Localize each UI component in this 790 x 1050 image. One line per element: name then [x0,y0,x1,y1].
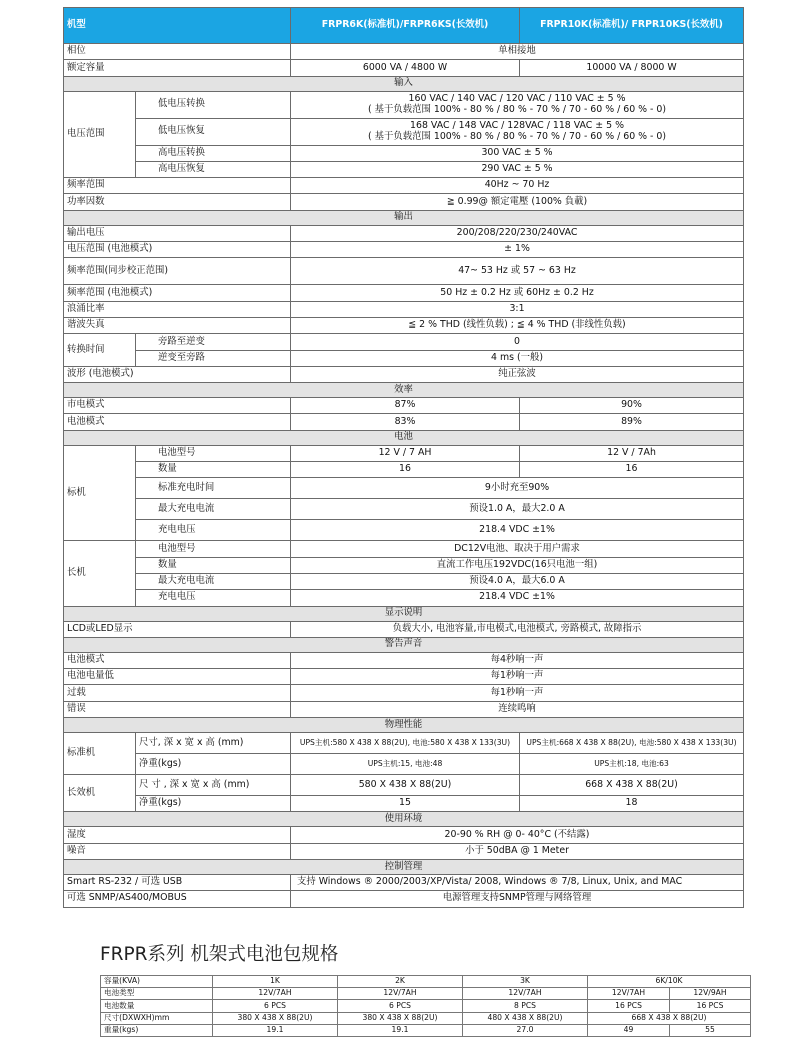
value-line: ( 基于负载范围 100% - 80 % / 80 % - 70 % / 70 - 60 % / 60 % - 0) [367,103,667,115]
table-row [64,118,744,145]
row-value: 50 Hz ± 0.2 Hz 或 60Hz ± 0.2 Hz [291,285,744,301]
table-row [64,843,744,859]
table-row [64,685,744,701]
row-label: 电池模式 [64,414,291,430]
table-cell: 668 X 438 X 88(2U) [588,1012,751,1024]
row-label: 频率范围 (电池模式) [64,285,291,301]
row-label: 电池模式 [64,652,291,668]
row-value: 12 V / 7 AH [291,445,520,461]
row-value: 9小时充至90% [291,478,744,499]
row-value: 83% [291,414,520,430]
model-6k: FRPR6K(标准机)/FRPR6KS(长效机) [291,8,520,44]
section-header [64,718,744,733]
row-value: 支持 Windows ® 2000/2003/XP/Vista/ 2008, Windows ® 7/8, Linux, Unix, and MAC [291,874,744,890]
table-cell: 8 PCS [463,1000,588,1012]
row-value: UPS主机:18, 电池:63 [520,754,744,775]
column-header: 3K [463,976,588,988]
row-label: 低电压转换 [136,91,291,118]
table-row [64,701,744,717]
row-label: 电池数量 [101,1000,213,1012]
row-value [291,91,744,118]
value-line: 160 VAC / 140 VAC / 120 VAC / 110 VAC ± 5 % [408,92,626,104]
group-label: 长机 [64,541,136,606]
row-value: 6000 VA / 4800 W [291,60,520,76]
table-row [64,499,744,520]
table-row [64,60,744,76]
table-row [101,988,751,1000]
row-label: 输出电压 [64,225,291,241]
row-value: 290 VAC ± 5 % [291,161,744,177]
section-title: 使用环境 [64,812,744,827]
row-value: 10000 VA / 8000 W [520,60,744,76]
row-label: 波形 (电池模式) [64,366,291,382]
row-label: 电压范围 (电池模式) [64,242,291,258]
row-value: UPS主机:15, 电池:48 [291,754,520,775]
row-label: 电池类型 [101,988,213,1000]
group-label: 转换时间 [64,334,136,367]
table-row [101,1000,751,1012]
row-value: 负载大小, 电池容量,市电模式,电池模式, 旁路模式, 故障指示 [291,621,744,637]
table-row [64,590,744,606]
row-label: 旁路至逆变 [136,334,291,350]
row-label: 频率范围(同步校正范围) [64,258,291,285]
table-row [64,225,744,241]
row-value: 单相接地 [291,44,744,60]
table-cell: 6 PCS [213,1000,338,1012]
table-row [64,573,744,589]
table-row [64,317,744,333]
row-label: 最大充电电流 [136,573,291,589]
row-value: ≧ 0.99@ 額定電壓 (100% 負載) [291,194,744,210]
table-row [64,178,744,194]
row-label: 最大充电电流 [136,499,291,520]
section-title: 警告声音 [64,637,744,652]
group-label: 标准机 [64,733,136,775]
row-label: 数量 [136,557,291,573]
row-label: Smart RS-232 / 可选 USB [64,874,291,890]
row-label: 尺寸(DXWXH)mm [101,1012,213,1024]
row-label: 相位 [64,44,291,60]
row-label: 过载 [64,685,291,701]
row-value: 218.4 VDC ±1% [291,590,744,606]
table-row [64,557,744,573]
row-value: UPS主机:580 X 438 X 88(2U), 电池:580 X 438 X 133(3U) [291,733,520,754]
table-row [64,161,744,177]
row-value: 每1秒响一声 [291,685,744,701]
row-label: 电池型号 [136,541,291,557]
row-value: 纯正弦波 [291,366,744,382]
table-cell: 12V/9AH [670,988,751,1000]
row-value: 15 [291,796,520,812]
table-cell: 6 PCS [338,1000,463,1012]
spec-header-row [64,8,744,44]
section-title: 控制管理 [64,859,744,874]
value-line: 168 VAC / 148 VAC / 128VAC / 118 VAC ± 5 % [410,119,624,131]
table-row [101,1012,751,1024]
row-label: 电池型号 [136,445,291,461]
table-cell: 480 X 438 X 88(2U) [463,1012,588,1024]
row-value: 4 ms (一般) [291,350,744,366]
row-label: 标准充电时间 [136,478,291,499]
section-header [64,637,744,652]
row-value: 电源管理支持SNMP管理与网络管理 [291,891,744,907]
section-title: 输出 [64,210,744,225]
section-title: 物理性能 [64,718,744,733]
table-row [64,462,744,478]
row-label: 高电压恢复 [136,161,291,177]
table-cell: 12V/7AH [463,988,588,1000]
table-row [64,669,744,685]
row-value: 20-90 % RH @ 0- 40°C (不结露) [291,827,744,843]
row-label: 湿度 [64,827,291,843]
row-value: UPS主机:668 X 438 X 88(2U), 电池:580 X 438 X 133(3U) [520,733,744,754]
section-title: 显示说明 [64,606,744,621]
row-value [291,118,744,145]
column-header: 6K/10K [588,976,751,988]
table-row [64,366,744,382]
row-value: 580 X 438 X 88(2U) [291,775,520,796]
rack-battery-table [100,975,751,1037]
row-label: 谐波失真 [64,317,291,333]
row-value: 直流工作电压192VDC(16只电池一组) [291,557,744,573]
table-cell: 380 X 438 X 88(2U) [213,1012,338,1024]
row-label: 错误 [64,701,291,717]
row-label: 市电模式 [64,398,291,414]
table-row [64,478,744,499]
table-row [64,414,744,430]
row-label: 数量 [136,462,291,478]
row-value: 200/208/220/230/240VAC [291,225,744,241]
row-value: 小于 50dBA @ 1 Meter [291,843,744,859]
row-value: ± 1% [291,242,744,258]
row-value: 每1秒响一声 [291,669,744,685]
column-header: 1K [213,976,338,988]
row-value: 每4秒响一声 [291,652,744,668]
table-row [64,44,744,60]
row-value: 18 [520,796,744,812]
row-label: 可选 SNMP/AS400/MOBUS [64,891,291,907]
table-cell: 27.0 [463,1024,588,1036]
row-value: 连续鸣响 [291,701,744,717]
row-label: 净重(kgs) [136,754,291,775]
table-row [64,145,744,161]
table-cell: 49 [588,1024,670,1036]
row-value: 300 VAC ± 5 % [291,145,744,161]
table-cell: 16 PCS [588,1000,670,1012]
table-header-row [101,976,751,988]
table-cell: 19.1 [338,1024,463,1036]
ups-spec-table [63,7,744,908]
section-title: 效率 [64,383,744,398]
group-label: 电压范围 [64,91,136,178]
row-label: 充电电压 [136,590,291,606]
row-label: 低电压恢复 [136,118,291,145]
table-row [64,754,744,775]
value-line: ( 基于负载范围 100% - 80 % / 80 % - 70 % / 70 - 60 % / 60 % - 0) [367,130,667,142]
row-value: 668 X 438 X 88(2U) [520,775,744,796]
row-value: 12 V / 7Ah [520,445,744,461]
column-header: 2K [338,976,463,988]
row-value: 218.4 VDC ±1% [291,520,744,541]
row-label: 频率范围 [64,178,291,194]
section-header [64,859,744,874]
table-cell: 12V/7AH [213,988,338,1000]
row-label: 重量(kgs) [101,1024,213,1036]
section-header [64,76,744,91]
table-row [64,796,744,812]
row-value: 89% [520,414,744,430]
table-row [64,301,744,317]
row-value: 47~ 53 Hz 或 57 ~ 63 Hz [291,258,744,285]
row-value: 40Hz ~ 70 Hz [291,178,744,194]
row-value: ≦ 2 % THD (线性负载) ; ≦ 4 % THD (非线性负载) [291,317,744,333]
section-title: 电池 [64,430,744,445]
row-label: 逆变至旁路 [136,350,291,366]
row-label: 尺寸, 深 x 宽 x 高 (mm) [136,733,291,754]
row-label: 噪音 [64,843,291,859]
row-value: 预设4.0 A，最大6.0 A [291,573,744,589]
section-header [64,606,744,621]
table-row [64,242,744,258]
row-value: 87% [291,398,520,414]
row-value: 90% [520,398,744,414]
table-row [64,827,744,843]
row-value: DC12V电池、取决于用户需求 [291,541,744,557]
row-label: 浪涌比率 [64,301,291,317]
table-row [64,520,744,541]
table-cell: 19.1 [213,1024,338,1036]
section-title: 输入 [64,76,744,91]
section-header [64,812,744,827]
table-row [101,1024,751,1036]
column-header: 容量(KVA) [101,976,213,988]
row-label: 高电压转换 [136,145,291,161]
model-10k: FRPR10K(标准机)/ FRPR10KS(长效机) [520,8,744,44]
table-row [64,652,744,668]
rack-battery-title: FRPR系列 机架式电池包规格 [100,944,339,965]
section-header [64,430,744,445]
table-cell: 16 PCS [670,1000,751,1012]
row-label: 净重(kgs) [136,796,291,812]
table-cell: 12V/7AH [588,988,670,1000]
table-row [64,733,744,754]
row-value: 16 [291,462,520,478]
group-label: 标机 [64,445,136,541]
table-row [64,258,744,285]
row-value: 16 [520,462,744,478]
table-cell: 12V/7AH [338,988,463,1000]
row-value: 3:1 [291,301,744,317]
table-row [64,541,744,557]
table-cell: 380 X 438 X 88(2U) [338,1012,463,1024]
group-label: 长效机 [64,775,136,812]
section-header [64,210,744,225]
table-row [64,350,744,366]
row-label: 功率因数 [64,194,291,210]
table-row [64,891,744,907]
row-value: 0 [291,334,744,350]
row-label: 充电电压 [136,520,291,541]
table-row [64,874,744,890]
row-label: LCD或LED显示 [64,621,291,637]
table-row [64,775,744,796]
section-header [64,383,744,398]
row-label: 额定容量 [64,60,291,76]
table-row [64,91,744,118]
model-label: 机型 [64,8,291,44]
table-row [64,285,744,301]
row-label: 电池电量低 [64,669,291,685]
table-row [64,445,744,461]
table-cell: 55 [670,1024,751,1036]
table-row [64,398,744,414]
row-label: 尺 寸 , 深 x 宽 x 高 (mm) [136,775,291,796]
row-value: 预设1.0 A，最大2.0 A [291,499,744,520]
table-row [64,621,744,637]
table-row [64,334,744,350]
table-row [64,194,744,210]
